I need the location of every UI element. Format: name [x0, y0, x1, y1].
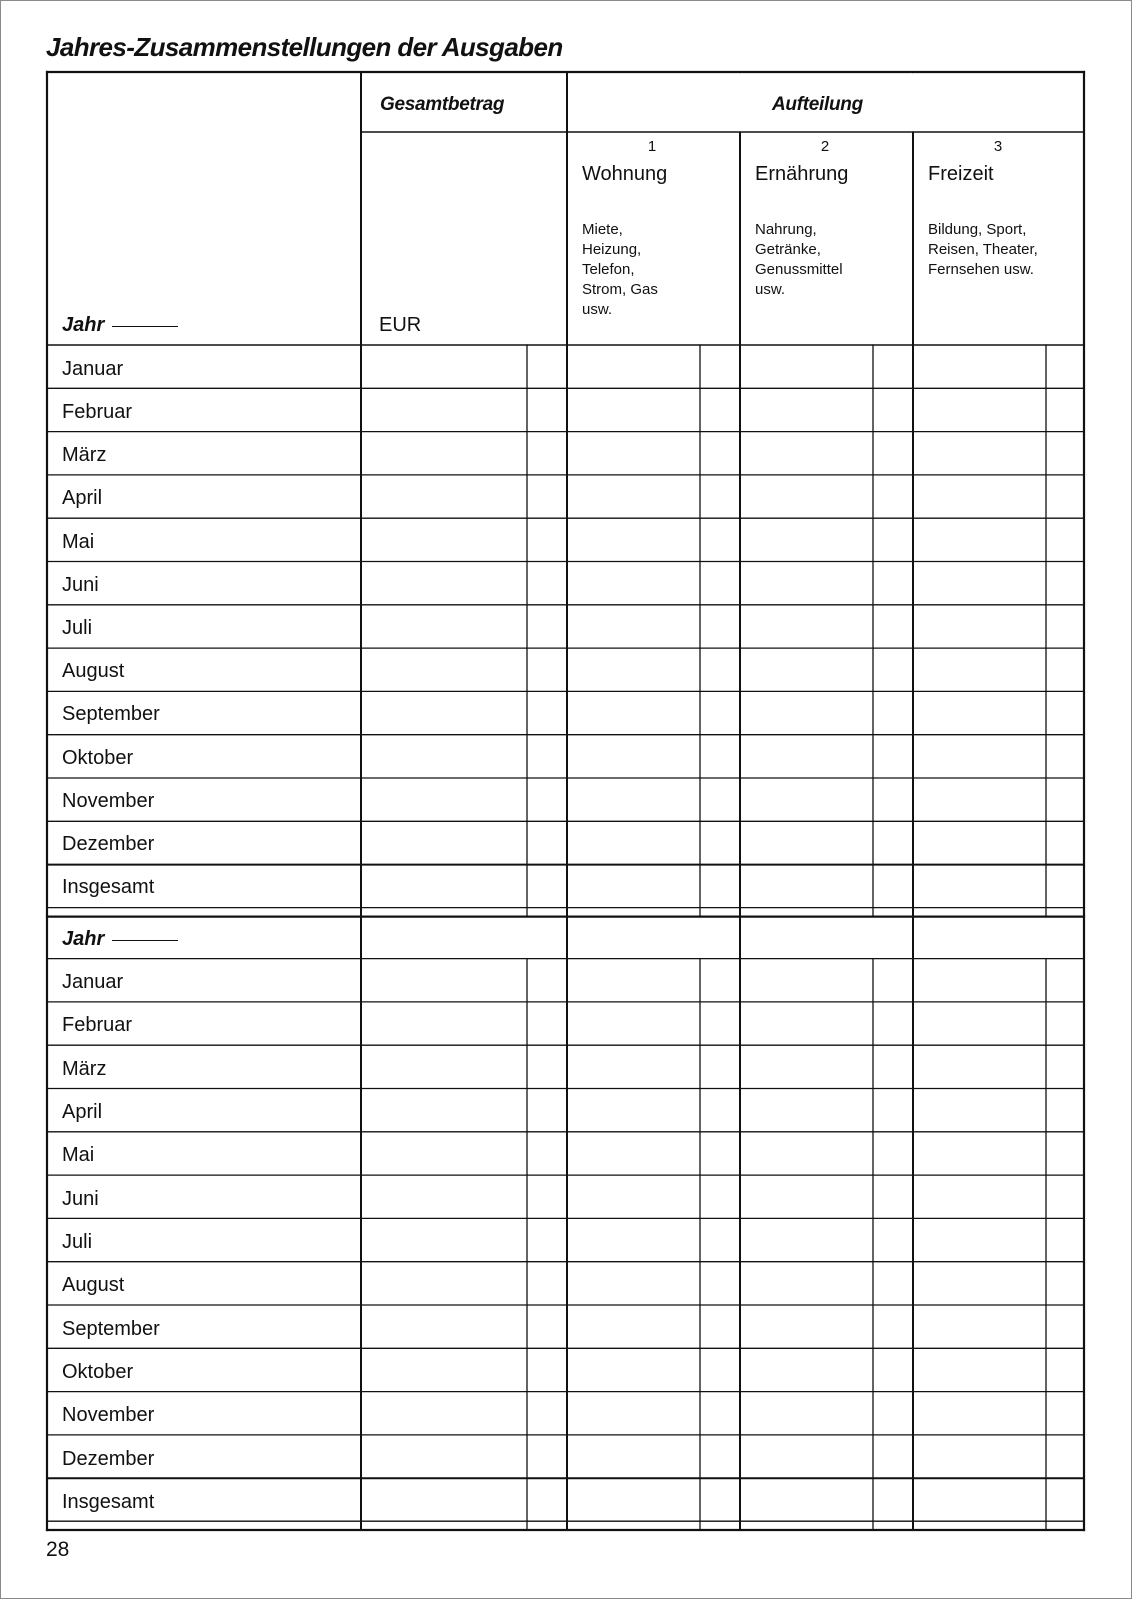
total-label: Insgesamt [62, 1491, 155, 1513]
currency-label: EUR [379, 314, 422, 336]
month-label: März [62, 1058, 107, 1080]
category-3-description: Bildung, Sport, Reisen, Theater, Fernsehen usw. [928, 221, 1038, 278]
total-label: Insgesamt [62, 876, 155, 898]
category-2-name: Ernährung [755, 163, 849, 185]
month-label: September [62, 703, 160, 725]
month-label: September [62, 1318, 160, 1340]
jahr-label: Jahr [62, 314, 105, 336]
gesamtbetrag-header: Gesamtbetrag [380, 94, 505, 115]
month-label: Oktober [62, 1361, 134, 1383]
page-title: Jahres-Zusammenstellungen der Ausgaben [46, 32, 563, 62]
month-label: Juli [62, 1231, 93, 1253]
jahr-blank-line-2[interactable] [112, 940, 178, 941]
month-label: August [62, 660, 125, 682]
category-2-number: 2 [820, 138, 830, 155]
category-1-description: Miete, Heizung, Telefon, Strom, Gas usw. [582, 221, 658, 318]
category-2-description: Nahrung, Getränke, Genussmittel usw. [755, 221, 843, 298]
month-label: Februar [62, 1014, 133, 1036]
category-3-name: Freizeit [928, 163, 994, 185]
aufteilung-header: Aufteilung [772, 94, 863, 115]
month-label: März [62, 444, 107, 466]
jahr-blank-line[interactable] [112, 326, 178, 327]
header-span-mask [911, 73, 915, 131]
category-1-number: 1 [647, 138, 657, 155]
jahr-field-2[interactable] [62, 928, 178, 951]
month-label: November [62, 790, 155, 812]
month-label: April [62, 1101, 103, 1123]
month-label: Mai [62, 1144, 95, 1166]
month-label: November [62, 1404, 155, 1426]
month-label: Oktober [62, 747, 134, 769]
page-number: 28 [46, 1538, 70, 1561]
month-label: Mai [62, 531, 95, 553]
month-label: Juni [62, 574, 99, 596]
month-label: Dezember [62, 1448, 155, 1470]
month-label: Januar [62, 971, 124, 993]
month-label: Dezember [62, 833, 155, 855]
jahr-label-2: Jahr [62, 928, 105, 950]
month-label: Juli [62, 617, 93, 639]
category-1-name: Wohnung [582, 163, 668, 185]
category-3-number: 3 [993, 138, 1003, 155]
header-span-mask [738, 73, 742, 131]
month-label: Februar [62, 401, 133, 423]
month-label: Januar [62, 358, 124, 380]
month-label: April [62, 487, 103, 509]
jahr-field[interactable] [62, 314, 178, 337]
month-label: Juni [62, 1188, 99, 1210]
month-label: August [62, 1274, 125, 1296]
